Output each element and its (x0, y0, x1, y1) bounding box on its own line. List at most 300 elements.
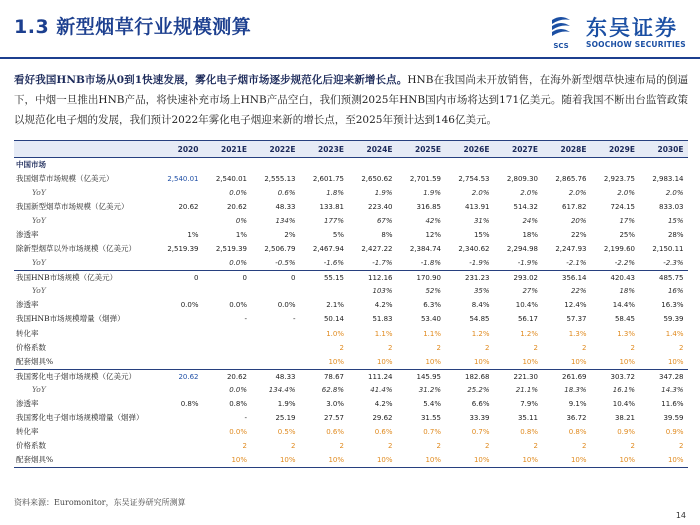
table-cell: 2.0% (665, 189, 684, 198)
table-cell: 0.9% (617, 427, 635, 436)
table-cell: 12% (425, 231, 441, 240)
table-cell: 170.90 (416, 274, 441, 283)
row-label: YoY (32, 384, 46, 394)
table-cell: 10% (473, 455, 490, 464)
table-cell: 2,247.93 (555, 245, 587, 254)
table-cell: 2,467.94 (312, 245, 344, 254)
table-cell: -1.9% (517, 259, 538, 268)
table-cell: - (244, 413, 247, 422)
table-cell: 1.1% (374, 329, 393, 338)
row-label: 渗透率 (16, 230, 39, 240)
table-cell: 51.83 (372, 315, 393, 324)
table-cell: 48.33 (275, 372, 296, 381)
table-cell: 0.8% (520, 427, 538, 436)
table-cell: 5.4% (423, 399, 441, 408)
table-cell: - (292, 315, 296, 324)
table-cell: 485.75 (659, 274, 684, 283)
table-cell: 8% (381, 231, 393, 240)
table-cell (251, 327, 300, 341)
table-cell: -1.9% (469, 259, 490, 268)
table-cell: 10% (619, 357, 635, 366)
column-header: 2028E (560, 145, 587, 154)
table-cell: 10% (522, 455, 538, 464)
table-cell: 33.39 (469, 413, 490, 422)
table-cell: 17% (619, 217, 635, 226)
table-row (14, 256, 688, 270)
table-cell: 10% (667, 455, 684, 464)
table-cell: 134% (275, 217, 296, 226)
table-cell: 1.9% (277, 399, 296, 408)
table-cell (300, 284, 349, 298)
table-cell: 0.0% (229, 259, 247, 268)
intro-body: HNB在我国尚未开放销售，在海外新型烟草快速布局的倒逼下，中烟一旦推出HNB产品，将快速补充市场上HNB产品空白，我们预测2025年HNB国内市场将达到171亿美元。随着我国不断出台监管政策以规范化电子烟的发展，我们预计2022年雾化电子烟迎来新的增长点，至2025年预计达到146亿美元。 (14, 74, 688, 126)
table-cell: 0.0% (229, 189, 247, 198)
table-cell: 10% (328, 357, 344, 366)
table-row (14, 369, 688, 383)
table-cell: 58.45 (614, 315, 635, 324)
table-cell: 2,506.79 (264, 245, 296, 254)
table-cell: 10% (279, 455, 296, 464)
table-cell: 2,340.62 (458, 245, 490, 254)
table-cell: 18% (522, 231, 538, 240)
table-cell: 2 (436, 441, 441, 450)
row-label: 我国雾化电子烟市场规模增量（烟弹） (16, 412, 144, 422)
table-cell: 2 (582, 441, 587, 450)
table-row (14, 439, 688, 453)
table-cell: 0.5% (277, 427, 296, 436)
row-label: YoY (32, 286, 46, 296)
table-row (14, 186, 688, 200)
table-cell: -1.8% (420, 259, 441, 268)
table-cell: 29.62 (372, 413, 393, 422)
table-row (14, 312, 688, 326)
table-cell: 52% (425, 287, 441, 296)
table-cell: 78.67 (323, 372, 344, 381)
table-cell: 2.0% (471, 189, 490, 198)
table-cell (154, 355, 203, 369)
table-cell: 27% (522, 287, 538, 296)
table-cell: 2 (242, 441, 247, 450)
row-label: 我国HNB市场规模增量（烟弹） (16, 314, 125, 324)
table-cell: 10.4% (612, 399, 635, 408)
table-cell: 16.1% (612, 385, 635, 394)
table-cell: 2 (388, 343, 393, 352)
table-cell: 55.15 (323, 274, 344, 283)
table-cell: 1.0% (326, 329, 344, 338)
table-cell: 0.0% (229, 427, 247, 436)
column-header: 2026E (463, 145, 490, 154)
table-cell: 31.2% (418, 385, 441, 394)
table-cell: 2,540.01 (167, 175, 199, 183)
table-cell: 134.4% (268, 385, 296, 394)
table-cell: 20.62 (226, 203, 247, 212)
table-cell: 2% (284, 231, 296, 240)
table-cell: 2,199.60 (603, 245, 635, 254)
table-row (14, 355, 688, 369)
table-cell: 1.2% (520, 329, 538, 338)
brand-logo (540, 12, 690, 54)
row-label: YoY (32, 188, 46, 198)
table-cell (154, 327, 203, 341)
table-cell: 5% (332, 231, 344, 240)
table-cell: 16% (667, 287, 684, 296)
header-label-cell (14, 141, 154, 157)
table-row (14, 270, 688, 284)
table-cell: 2 (291, 441, 296, 450)
table-cell: 2,555.13 (264, 175, 296, 183)
table-cell (154, 341, 203, 355)
table-cell: 54.85 (469, 315, 490, 324)
table-cell: 21.1% (515, 385, 538, 394)
market-size-table (14, 140, 688, 468)
table-cell: 7.9% (520, 399, 538, 408)
table-cell: 10% (570, 455, 587, 464)
table-cell: 2,294.98 (506, 245, 538, 254)
table-cell: 10% (231, 455, 247, 464)
table-cell: 0% (235, 217, 247, 226)
table-cell (154, 453, 203, 467)
table-cell: 1.9% (423, 189, 441, 198)
table-cell: 2,923.75 (603, 175, 635, 183)
row-label: YoY (32, 216, 46, 226)
table-row (14, 397, 688, 411)
table-cell: 0.7% (423, 427, 441, 436)
row-label: YoY (32, 258, 46, 268)
intro-paragraph (14, 70, 688, 130)
table-cell: 31.55 (420, 413, 441, 422)
table-cell: 12.4% (564, 301, 587, 310)
table-row (14, 411, 688, 425)
table-cell: 1.3% (617, 329, 635, 338)
table-cell: 356.14 (562, 274, 587, 283)
column-header: 2023E (318, 145, 344, 154)
table-cell: 2,601.75 (312, 175, 344, 183)
table-cell: 20.62 (178, 372, 199, 381)
row-label: 转化率 (16, 426, 39, 436)
table-cell: -2.2% (614, 259, 635, 268)
column-header: 2022E (269, 145, 296, 154)
table-cell: 28% (667, 231, 684, 240)
table-cell: 10% (376, 455, 393, 464)
table-cell: 1.1% (423, 329, 441, 338)
page-title: 1.3 新型烟草行业规模测算 (14, 16, 252, 38)
table-cell: 0.6% (277, 189, 296, 198)
table-row (14, 228, 688, 242)
row-label: 渗透率 (16, 398, 39, 408)
table-cell: 2,519.39 (215, 245, 247, 254)
table-cell: 2 (533, 343, 538, 352)
table-cell: 0.6% (374, 427, 393, 436)
table-cell: 59.39 (663, 315, 684, 324)
table-cell: 1% (235, 231, 247, 240)
table-cell: 62.8% (321, 385, 344, 394)
table-cell (154, 312, 203, 326)
table-cell: 0.0% (277, 301, 296, 310)
table-row (14, 327, 688, 341)
table-cell: 35.11 (517, 413, 538, 422)
table-cell (251, 355, 300, 369)
table-cell: 41.4% (370, 385, 393, 394)
table-row (14, 298, 688, 312)
table-cell: 1% (187, 231, 199, 240)
table-cell: -2.1% (566, 259, 587, 268)
table-cell: 1.8% (326, 189, 344, 198)
table-cell: 14.3% (661, 385, 684, 394)
table-cell: 2,384.74 (409, 245, 441, 254)
table-cell: 35% (473, 287, 490, 296)
table-cell: 2,650.62 (361, 175, 393, 183)
table-cell: 67% (376, 217, 393, 226)
table-cell (203, 355, 252, 369)
table-cell: 57.37 (566, 315, 587, 324)
table-cell: 0.9% (665, 427, 684, 436)
table-cell: 1.4% (665, 329, 684, 338)
table-cell (203, 341, 252, 355)
table-cell: 413.91 (465, 203, 490, 212)
table-cell: 2.0% (568, 189, 587, 198)
table-cell: 316.85 (416, 203, 441, 212)
table-cell: 2,427.22 (361, 245, 393, 254)
row-label: 配套烟具% (16, 356, 54, 366)
table-cell: 182.68 (465, 372, 490, 381)
table-cell: 2.1% (326, 301, 344, 310)
table-cell: 0.8% (568, 427, 587, 436)
row-label: 我国烟草市场规模（亿美元） (16, 174, 114, 183)
table-cell: 10% (425, 455, 441, 464)
table-cell: 15% (473, 231, 490, 240)
table-row (14, 284, 688, 298)
table-cell: 18.3% (564, 385, 587, 394)
table-cell: 1.3% (568, 329, 587, 338)
row-label: 价格系数 (16, 342, 46, 352)
table-cell: 20.62 (178, 203, 199, 212)
table-cell (203, 327, 252, 341)
row-label: 转化率 (16, 328, 39, 338)
table-cell: 2,754.53 (458, 175, 490, 183)
table-body (14, 172, 688, 467)
table-cell: 0.7% (471, 427, 490, 436)
table-cell: 50.14 (323, 315, 344, 324)
table-cell: 0.0% (229, 385, 247, 394)
table-cell: 221.30 (513, 372, 538, 381)
table-cell: 2,540.01 (215, 175, 247, 183)
table-cell: 39.59 (663, 413, 684, 422)
table-row (14, 200, 688, 214)
table-cell: 0.8% (229, 399, 247, 408)
table-cell: 2,519.39 (167, 245, 199, 254)
table-cell: 347.28 (659, 372, 684, 381)
table-cell: 2,983.14 (652, 175, 684, 183)
table-cell: 2.0% (520, 189, 538, 198)
table-cell: 38.21 (614, 413, 635, 422)
column-header: 2029E (609, 145, 635, 154)
table-row (14, 242, 688, 256)
table-cell: 9.1% (568, 399, 587, 408)
table-cell: 10% (425, 357, 441, 366)
table-cell: 103% (372, 287, 393, 296)
table-cell: 133.81 (319, 203, 344, 212)
table-cell: 0.0% (180, 301, 199, 310)
table-cell: 145.95 (416, 372, 441, 381)
column-header: 2025E (415, 145, 441, 154)
table-cell (154, 425, 203, 439)
table-row (14, 341, 688, 355)
table-cell: 53.40 (420, 315, 441, 324)
column-header: 2024E (366, 145, 393, 154)
column-header: 2020 (177, 145, 199, 154)
logo-chinese-name: 东吴证券 (586, 16, 678, 40)
table-cell: 8.4% (471, 301, 490, 310)
column-header: 2027E (512, 145, 538, 154)
table-cell: 10% (376, 357, 393, 366)
table-cell: 20% (570, 217, 587, 226)
table-cell: 10% (619, 455, 635, 464)
table-cell: 724.15 (610, 203, 635, 212)
table-cell: 22% (570, 287, 587, 296)
table-row (14, 383, 688, 397)
table-cell: 2,865.76 (555, 175, 587, 183)
table-cell: 11.6% (661, 399, 684, 408)
table-cell: 18% (619, 287, 635, 296)
source-note: 资料来源：Euromonitor，东吴证券研究所测算 (14, 498, 186, 507)
table-cell: 14.4% (612, 301, 635, 310)
table-row (14, 425, 688, 439)
table-cell: 2,701.59 (409, 175, 441, 183)
column-header: 2021E (221, 145, 247, 154)
table-cell: 514.32 (513, 203, 538, 212)
table-cell: 2 (679, 441, 684, 450)
table-cell: 223.40 (368, 203, 393, 212)
table-cell (154, 186, 203, 200)
row-label: 渗透率 (16, 300, 39, 310)
table-cell: 2 (436, 343, 441, 352)
table-row (14, 453, 688, 467)
row-label: 我国雾化电子烟市场规模（亿美元） (16, 371, 136, 381)
page-number: 14 (675, 511, 686, 520)
logo-abbrev: SCS (553, 42, 569, 50)
table-bottom-rule (14, 467, 688, 468)
table-cell: 111.24 (368, 372, 393, 381)
table-cell (251, 284, 300, 298)
table-cell: 2 (339, 343, 344, 352)
table-cell: 2,150.11 (652, 245, 684, 254)
scs-logo-icon (548, 14, 574, 40)
table-cell: 0.0% (229, 301, 247, 310)
table-cell (154, 284, 203, 298)
table-cell: 2,809.30 (506, 175, 538, 183)
table-cell: 0 (242, 274, 247, 283)
table-cell: -1.6% (323, 259, 344, 268)
row-label: 除新型烟草以外市场规模（亿美元） (16, 244, 136, 254)
table-cell: 10% (473, 357, 490, 366)
table-cell: - (244, 315, 247, 324)
table-cell: 0 (291, 274, 296, 283)
table-cell (203, 284, 252, 298)
table-cell: 2 (339, 441, 344, 450)
table-cell (154, 439, 203, 453)
table-cell: 36.72 (566, 413, 587, 422)
table-cell: 25% (619, 231, 635, 240)
logo-english-name: SOOCHOW SECURITIES (586, 40, 686, 49)
table-cell: 2 (485, 441, 490, 450)
table-cell: 2 (485, 343, 490, 352)
row-label: 我国新型烟草市场规模（亿美元） (16, 202, 129, 212)
table-header-row (14, 140, 688, 158)
table-cell: 1.9% (374, 189, 393, 198)
table-cell: 1.2% (471, 329, 490, 338)
table-cell: 24% (522, 217, 538, 226)
table-cell: 231.23 (465, 274, 490, 283)
table-cell: 4.2% (374, 399, 393, 408)
table-row (14, 172, 688, 186)
table-cell: 10% (570, 357, 587, 366)
table-cell: 4.2% (374, 301, 393, 310)
table-cell: 293.02 (513, 274, 538, 283)
table-cell: 56.17 (517, 315, 538, 324)
table-cell: 10% (667, 357, 684, 366)
table-cell: -2.3% (663, 259, 684, 268)
row-label: 我国HNB市场规模（亿美元） (16, 273, 118, 283)
table-cell: 15% (667, 217, 684, 226)
table-cell (154, 214, 203, 228)
table-cell: 303.72 (610, 372, 635, 381)
table-cell: 112.16 (368, 274, 393, 283)
table-cell: 10.4% (515, 301, 538, 310)
table-cell: 22% (570, 231, 587, 240)
table-cell: 2 (388, 441, 393, 450)
table-cell: 25.19 (275, 413, 296, 422)
column-header: 2030E (657, 145, 684, 154)
table-cell: 10% (522, 357, 538, 366)
table-cell: 0 (194, 274, 199, 283)
table-cell (154, 256, 203, 270)
table-cell: 27.57 (323, 413, 344, 422)
table-cell: 0.8% (180, 399, 199, 408)
table-cell: 2 (630, 441, 635, 450)
table-cell: -0.5% (275, 259, 296, 268)
table-section-title: 中国市场 (16, 160, 46, 169)
row-label: 配套烟具% (16, 454, 54, 464)
table-cell: 617.82 (562, 203, 587, 212)
table-cell: 16.3% (661, 301, 684, 310)
table-cell: 2 (630, 343, 635, 352)
table-cell: 3.0% (326, 399, 344, 408)
row-label: 价格系数 (16, 440, 46, 450)
table-cell: 48.33 (275, 203, 296, 212)
table-cell: 0.6% (326, 427, 344, 436)
table-cell: 2 (679, 343, 684, 352)
table-cell: 420.43 (610, 274, 635, 283)
header-divider (0, 57, 700, 59)
table-cell: 261.69 (562, 372, 587, 381)
table-cell: 177% (323, 217, 344, 226)
table-cell: -1.7% (372, 259, 393, 268)
table-cell: 20.62 (226, 372, 247, 381)
table-cell: 6.3% (423, 301, 441, 310)
table-cell (251, 341, 300, 355)
table-cell: 10% (328, 455, 344, 464)
table-cell: 833.03 (659, 203, 684, 212)
table-cell: 2.0% (617, 189, 635, 198)
table-cell: 6.6% (471, 399, 490, 408)
intro-lead: 看好我国HNB市场从0到1快速发展，雾化电子烟市场逐步规范化后迎来新增长点。 (14, 74, 408, 86)
table-cell: 31% (473, 217, 490, 226)
table-cell: 25.2% (467, 385, 490, 394)
table-cell: 2 (582, 343, 587, 352)
table-cell: 2 (533, 441, 538, 450)
table-cell (154, 411, 203, 425)
table-cell: 42% (425, 217, 441, 226)
